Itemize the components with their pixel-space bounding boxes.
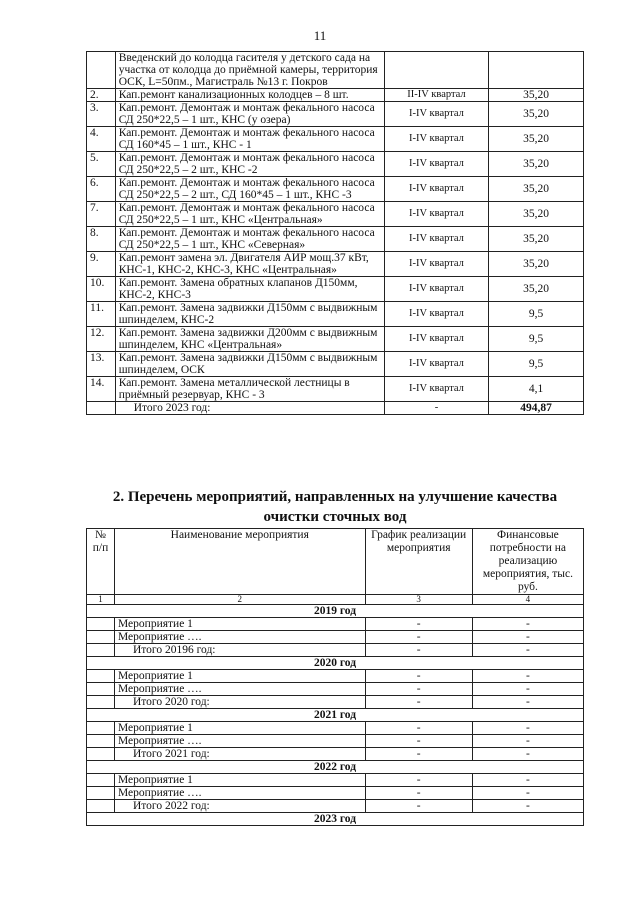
measure-schedule: - (365, 696, 472, 709)
row-schedule: I-IV квартал (384, 352, 488, 377)
row-number (87, 696, 115, 709)
row-number: 9. (87, 252, 116, 277)
table-header-row (87, 529, 584, 595)
measure-row (87, 735, 584, 748)
row-number (87, 800, 115, 813)
measure-row (87, 774, 584, 787)
measure-schedule: - (365, 787, 472, 800)
measure-name: Мероприятие …. (114, 683, 365, 696)
row-number: 3. (87, 102, 116, 127)
row-number (87, 774, 115, 787)
row-description: Кап.ремонт. Демонтаж и монтаж фекального насоса СД 250*22,5 – 1 шт., КНС «Центральная» (115, 202, 384, 227)
year-label: 2021 год (87, 709, 584, 722)
row-amount (489, 52, 584, 89)
table-row (87, 102, 584, 127)
capital-repair-table (86, 51, 584, 415)
row-number: 10. (87, 277, 116, 302)
measure-amount: - (472, 696, 583, 709)
measure-amount: - (472, 748, 583, 761)
row-number: 5. (87, 152, 116, 177)
row-description: Введенский до колодца гасителя у детского сада на участка от колодца до приёмной камеры, территория ОСК, L=50пм., Магистраль №13 г. Покров (115, 52, 384, 89)
measure-schedule: - (365, 800, 472, 813)
table-row (87, 52, 584, 89)
column-number: 1 (87, 595, 115, 605)
row-description: Кап.ремонт. Демонтаж и монтаж фекального насоса СД 250*22,5 – 2 шт., СД 160*45 – 1 шт., КНС -3 (115, 177, 384, 202)
row-amount: 35,20 (489, 89, 584, 102)
measure-amount: - (472, 644, 583, 657)
total-label: Итого 2023 год: (115, 402, 384, 415)
measure-name: Мероприятие …. (114, 787, 365, 800)
row-number: 4. (87, 127, 116, 152)
header-schedule: График реализации мероприятия (365, 529, 472, 595)
table-row (87, 202, 584, 227)
row-schedule: I-IV квартал (384, 302, 488, 327)
measure-row (87, 631, 584, 644)
measure-row (87, 683, 584, 696)
row-schedule: I-IV квартал (384, 277, 488, 302)
measure-row (87, 748, 584, 761)
row-description: Кап.ремонт. Демонтаж и монтаж фекального насоса СД 250*22,5 – 1 шт., КНС (у озера) (115, 102, 384, 127)
year-header-row (87, 813, 584, 826)
row-description: Кап.ремонт замена эл. Двигателя АИР мощ.37 кВт, КНС-1, КНС-2, КНС-3, КНС «Центральная» (115, 252, 384, 277)
row-schedule: I-IV квартал (384, 377, 488, 402)
row-number (87, 644, 115, 657)
year-label: 2022 год (87, 761, 584, 774)
row-description: Кап.ремонт канализационных колодцев – 8 шт. (115, 89, 384, 102)
year-total-label: Итого 2020 год: (114, 696, 365, 709)
measure-amount: - (472, 800, 583, 813)
table-row (87, 152, 584, 177)
row-number: 7. (87, 202, 116, 227)
table-row (87, 127, 584, 152)
row-number: 6. (87, 177, 116, 202)
year-header-row (87, 605, 584, 618)
row-description: Кап.ремонт. Демонтаж и монтаж фекального насоса СД 250*22,5 – 2 шт., КНС -2 (115, 152, 384, 177)
row-number: 13. (87, 352, 116, 377)
measure-name: Мероприятие …. (114, 631, 365, 644)
row-amount: 35,20 (489, 102, 584, 127)
measure-amount: - (472, 618, 583, 631)
year-label: 2019 год (87, 605, 584, 618)
row-number (87, 631, 115, 644)
table-row (87, 177, 584, 202)
row-description: Кап.ремонт. Замена металлической лестницы в приёмный резервуар, КНС - 3 (115, 377, 384, 402)
table-row (87, 227, 584, 252)
measure-schedule: - (365, 722, 472, 735)
measure-row (87, 722, 584, 735)
table-row (87, 252, 584, 277)
row-number: 2. (87, 89, 116, 102)
row-description: Кап.ремонт. Замена задвижки Д150мм с выдвижным шпинделем, ОСК (115, 352, 384, 377)
row-schedule: I-IV квартал (384, 152, 488, 177)
header-measure-name: Наименование мероприятия (114, 529, 365, 595)
table-row (87, 277, 584, 302)
row-description: Кап.ремонт. Демонтаж и монтаж фекального насоса СД 160*45 – 1 шт., КНС - 1 (115, 127, 384, 152)
row-number (87, 52, 116, 89)
measure-schedule: - (365, 748, 472, 761)
row-amount: 9,5 (489, 327, 584, 352)
section-2-title: 2. Перечень мероприятий, направленных на улучшение качества очистки сточных вод (112, 489, 558, 525)
wastewater-measures-table (86, 528, 584, 826)
row-schedule: I-IV квартал (384, 327, 488, 352)
column-number: 2 (114, 595, 365, 605)
measure-name: Мероприятие …. (114, 735, 365, 748)
header-financial-needs: Финансовые потребности на реализацию мероприятия, тыс. руб. (472, 529, 583, 595)
measure-name: Мероприятие 1 (114, 670, 365, 683)
measure-schedule: - (365, 631, 472, 644)
table-row (87, 377, 584, 402)
year-total-label: Итого 2022 год: (114, 800, 365, 813)
header-number: № п/п (87, 529, 115, 595)
row-amount: 35,20 (489, 152, 584, 177)
row-amount: 35,20 (489, 177, 584, 202)
row-amount: 4,1 (489, 377, 584, 402)
row-schedule: I-IV квартал (384, 177, 488, 202)
row-amount: 9,5 (489, 302, 584, 327)
measure-row (87, 644, 584, 657)
total-schedule: - (384, 402, 488, 415)
total-row (87, 402, 584, 415)
measure-row (87, 800, 584, 813)
measure-name: Мероприятие 1 (114, 722, 365, 735)
row-schedule: I-IV квартал (384, 227, 488, 252)
measure-schedule: - (365, 618, 472, 631)
row-schedule: II-IV квартал (384, 89, 488, 102)
measure-amount: - (472, 774, 583, 787)
year-total-label: Итого 2021 год: (114, 748, 365, 761)
measure-row (87, 618, 584, 631)
measure-amount: - (472, 631, 583, 644)
row-schedule: I-IV квартал (384, 102, 488, 127)
table-row (87, 327, 584, 352)
measure-name: Мероприятие 1 (114, 618, 365, 631)
measure-row (87, 670, 584, 683)
measure-amount: - (472, 670, 583, 683)
table-row (87, 302, 584, 327)
row-number (87, 748, 115, 761)
row-schedule: I-IV квартал (384, 252, 488, 277)
year-label: 2020 год (87, 657, 584, 670)
row-number: 12. (87, 327, 116, 352)
row-schedule: I-IV квартал (384, 202, 488, 227)
measure-schedule: - (365, 683, 472, 696)
column-number-row (87, 595, 584, 605)
year-header-row (87, 709, 584, 722)
row-number: 14. (87, 377, 116, 402)
page-number: 11 (313, 28, 327, 43)
total-amount: 494,87 (489, 402, 584, 415)
column-number: 4 (472, 595, 583, 605)
year-header-row (87, 657, 584, 670)
row-number: 11. (87, 302, 116, 327)
row-number (87, 787, 115, 800)
measure-name: Мероприятие 1 (114, 774, 365, 787)
row-amount: 35,20 (489, 277, 584, 302)
table-row (87, 352, 584, 377)
row-number (87, 618, 115, 631)
measure-amount: - (472, 722, 583, 735)
measure-row (87, 696, 584, 709)
row-amount: 35,20 (489, 252, 584, 277)
year-label: 2023 год (87, 813, 584, 826)
measure-amount: - (472, 787, 583, 800)
row-amount: 35,20 (489, 227, 584, 252)
row-description: Кап.ремонт. Замена обратных клапанов Д150мм, КНС-2, КНС-3 (115, 277, 384, 302)
row-number: 8. (87, 227, 116, 252)
row-schedule: I-IV квартал (384, 127, 488, 152)
measure-amount: - (472, 735, 583, 748)
measure-schedule: - (365, 735, 472, 748)
row-amount: 35,20 (489, 127, 584, 152)
measure-amount: - (472, 683, 583, 696)
row-number (87, 722, 115, 735)
row-number (87, 670, 115, 683)
row-description: Кап.ремонт. Замена задвижки Д150мм с выдвижным шпинделем, КНС-2 (115, 302, 384, 327)
row-number (87, 683, 115, 696)
measure-schedule: - (365, 670, 472, 683)
total-empty-cell (87, 402, 116, 415)
year-header-row (87, 761, 584, 774)
table-row (87, 89, 584, 102)
row-schedule (384, 52, 488, 89)
row-description: Кап.ремонт. Демонтаж и монтаж фекального насоса СД 250*22,5 – 1 шт., КНС «Северная» (115, 227, 384, 252)
column-number: 3 (365, 595, 472, 605)
measure-schedule: - (365, 644, 472, 657)
row-amount: 9,5 (489, 352, 584, 377)
year-total-label: Итого 20196 год: (114, 644, 365, 657)
row-number (87, 735, 115, 748)
row-amount: 35,20 (489, 202, 584, 227)
row-description: Кап.ремонт. Замена задвижки Д200мм с выдвижным шпинделем, КНС «Центральная» (115, 327, 384, 352)
measure-row (87, 787, 584, 800)
measure-schedule: - (365, 774, 472, 787)
